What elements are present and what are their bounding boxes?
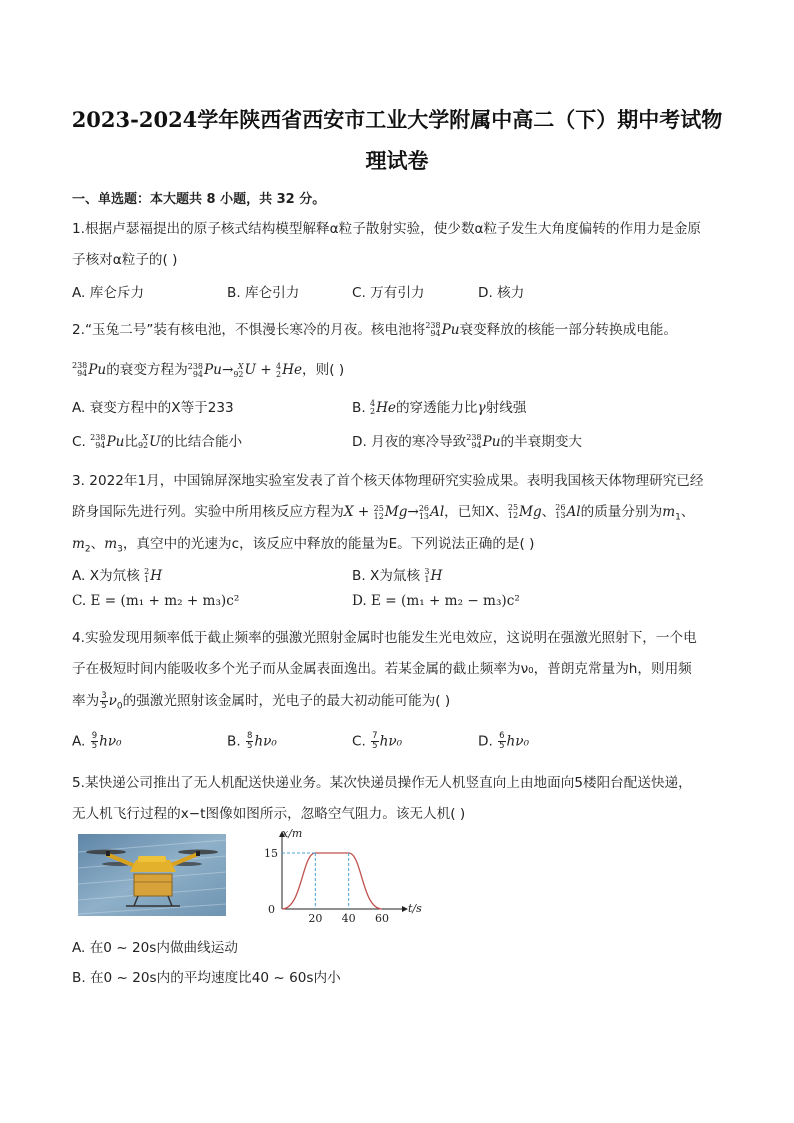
x-tick-label: 40 — [341, 912, 356, 925]
pu238-nuclide-symbol: 238 94 — [425, 321, 441, 338]
q3-stem-line1: 3. 2022年1月，中国锦屏深地实验室发表了首个核天体物理研究实验成果。表明我国核天体物理研究已经 — [72, 473, 704, 489]
q1-option-a: A. 库仑斥力 — [72, 285, 145, 301]
drone-photo — [78, 834, 226, 916]
section-count: 8 — [206, 192, 216, 207]
section-suffix: 分。 — [294, 192, 326, 207]
section-heading — [72, 188, 325, 207]
y-tick-label: 15 — [264, 847, 278, 860]
q2-stem-part3: 的衰变方程为 — [106, 362, 188, 378]
x-tick-label: 20 — [308, 912, 323, 925]
q4-stem-line2: 子在极短时间内能吸收多个光子而从金属表面逸出。若某金属的截止频率为ν₀，普朗克常量为h，则用频 — [72, 661, 692, 677]
x-t-graph — [262, 826, 432, 928]
q2-option-c: C. 238 94Pu比 X 92U的比结合能小 — [72, 433, 243, 450]
q3-stem-line3: $m_2$、$m_3$，真空中的光速为c，该反应中释放的能量为E。下列说法正确的是( ) — [72, 536, 535, 555]
q1-option-d: D. 核力 — [478, 285, 525, 301]
q1-stem-line1: 1.根据卢瑟福提出的原子核式结构模型解释α粒子散射实验，使少数α粒子发生大角度偏转的作用力是金原 — [72, 221, 702, 237]
pu238-nuclide-symbol: 238 94 — [72, 361, 88, 378]
q4-stem-line3: 率为 $\frac{3}{5}$ $\nu_0$的强激光照射该金属时，光电子的最大初动能可能为( ) — [72, 690, 451, 712]
q2-stem-part4: ，则( ) — [302, 362, 345, 378]
q5-option-a: A. 在0 ~ 20s内做曲线运动 — [72, 940, 238, 956]
q5-option-b: B. 在0 ~ 20s内的平均速度比40 ~ 60s内小 — [72, 970, 341, 986]
q4-option-a: A. $\frac{9}{5}$ hν₀ — [72, 731, 122, 751]
q1-stem-line2: 子核对α粒子的( ) — [72, 252, 178, 268]
section-mid: 小题，共 — [215, 192, 277, 207]
q2-stem-line1 — [72, 318, 677, 338]
section-score: 32 — [276, 192, 295, 207]
q4-stem-line1: 4.实验发现用频率低于截止频率的强激光照射金属时也能发生光电效应，这说明在强激光照射下，一个电 — [72, 630, 697, 646]
q3-stem-line2: 跻身国际先进行列。实验中所用核反应方程为X + 25 12Mg→26 13Al，已知X、25 12Mg、26 13Al的质量分别为$m_1$、 — [72, 503, 695, 523]
q2-stem-part2: 衰变释放的核能一部分转换成电能。 — [459, 322, 677, 338]
q2-stem-part1: 2.“玉兔二号”装有核电池，不惧漫长寒冷的月夜。核电池将 — [72, 322, 426, 338]
q4-option-d: D. $\frac{6}{5}$ hν₀ — [478, 731, 530, 751]
q2-option-b: B. 4 2He的穿透能力比γ射线强 — [352, 399, 527, 416]
q3-option-d: D. E = (m₁ + m₂ − m₃)c² — [352, 593, 520, 609]
q1-option-c: C. 万有引力 — [352, 285, 425, 301]
q1-option-b: B. 库仑引力 — [227, 285, 300, 301]
q3-reaction-equation: X + 25 12Mg→26 13Al — [343, 503, 445, 521]
q4-option-b: B. $\frac{8}{5}$ hν₀ — [227, 731, 277, 751]
q4-option-c: C. $\frac{7}{5}$ hν₀ — [352, 731, 403, 751]
q2-option-d: D. 月夜的寒冷导致238 94Pu的半衰期变大 — [352, 433, 583, 450]
q3-option-b: B. X为氚核 3 1H — [352, 567, 443, 584]
q2-option-a: A. 衰变方程中的X等于233 — [72, 400, 234, 416]
x-t-curve — [282, 853, 382, 909]
exam-title-line1: 2023-2024学年陕西省西安市工业大学附属中高二（下）期中考试物 — [71, 107, 723, 132]
section-prefix: 一、单选题：本大题共 — [72, 192, 207, 207]
x-axis-label: t/s — [408, 902, 422, 915]
x-tick-label: 60 — [375, 912, 389, 925]
pu-symbol: Pu — [88, 362, 107, 378]
q2-decay-equation: 238 94Pu→ X 92U + 4 2He — [187, 361, 303, 379]
origin-label: 0 — [268, 903, 275, 916]
q3-option-c: C. E = (m₁ + m₂ + m₃)c² — [72, 593, 240, 609]
q5-stem-line2: 无人机飞行过程的x−t图像如图所示，忽略空气阻力。该无人机( ) — [72, 806, 466, 822]
q2-stem-line2 — [72, 358, 344, 379]
pu-symbol: Pu — [441, 322, 460, 338]
drone-illustration — [78, 834, 226, 916]
q3-option-a: A. X为氘核 2 1H — [72, 567, 163, 584]
exam-title-line2: 理试卷 — [365, 148, 429, 173]
y-axis-label: x/m — [282, 827, 303, 840]
q5-stem-line1: 5.某快递公司推出了无人机配送快递业务。某次快递员操作无人机竖直向上由地面向5楼阳台配送快递， — [72, 775, 692, 791]
